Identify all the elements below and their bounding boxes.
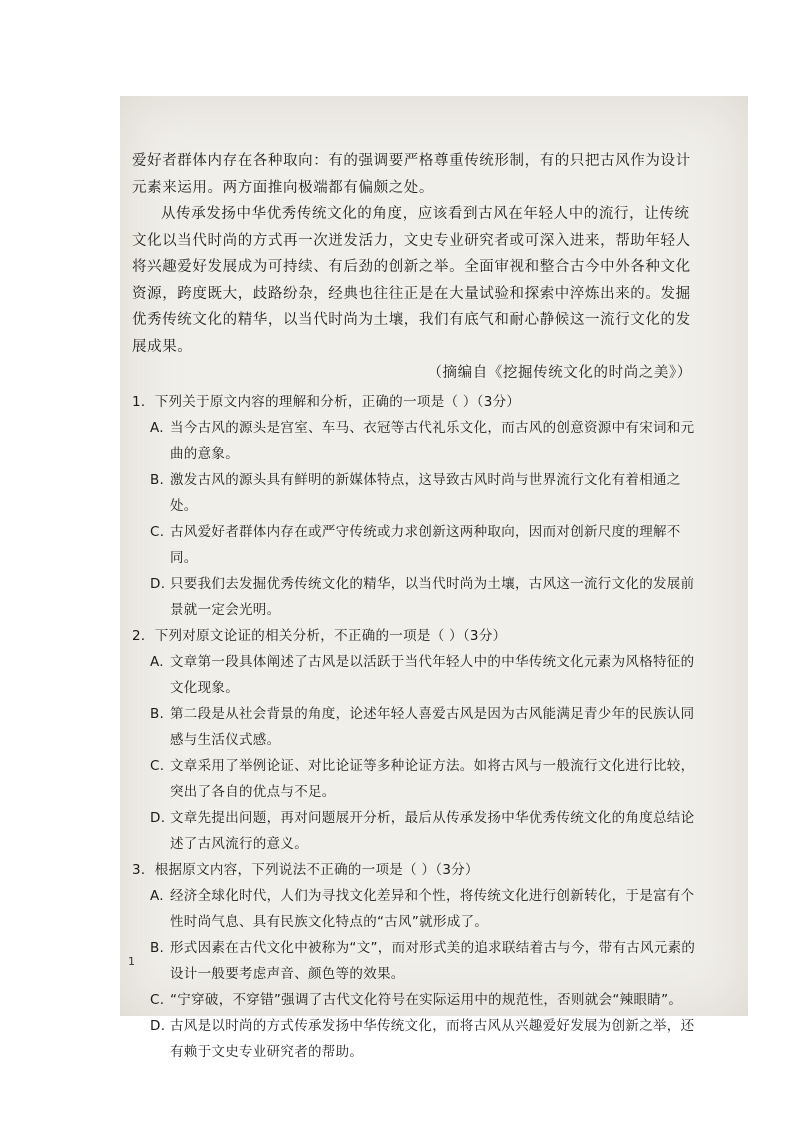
question-3 — [132, 857, 702, 1065]
option-b: B. 形式因素在古代文化中被称为“文”，而对形式美的追求联结着古与今，带有古风元素的设计一般要考虑声音、颜色等的效果。 — [150, 939, 696, 982]
question-2 — [132, 623, 702, 857]
page-number: 1 — [128, 955, 135, 968]
option-b: B. 第二段是从社会背景的角度，论述年轻人喜爱古风是因为古风能满足青少年的民族认同感与生活仪式感。 — [150, 705, 695, 748]
option-a: A. 文章第一段具体阐述了古风是以活跃于当代年轻人中的中华传统文化元素为风格特征的文化现象。 — [150, 653, 695, 696]
passage-source: （摘编自《挖掘传统文化的时尚之美》） — [427, 365, 692, 381]
question-stem: 1．下列关于原文内容的理解和分析，正确的一项是（ ）（3分） — [132, 393, 521, 410]
option-c: C. 文章采用了举例论证、对比论证等多种论证方法。如将古风与一般流行文化进行比较，突出了各自的优点与不足。 — [150, 757, 695, 800]
option-c: C. “宁穿破，不穿错”强调了古代文化符号在实际运用中的规范性，否则就会“辣眼睛”。 — [150, 991, 683, 1008]
question-1 — [132, 389, 702, 623]
exam-content — [132, 148, 702, 1065]
passage-paragraph-1: 爱好者群体内存在各种取向：有的强调要严格尊重传统形制，有的只把古风作为设计元素来运用。两方面推向极端都有偏颇之处。 — [132, 153, 691, 196]
question-stem: 3．根据原文内容，下列说法不正确的一项是（ ）（3分） — [132, 861, 479, 878]
option-b: B. 激发古风的源头具有鲜明的新媒体特点，这导致古风时尚与世界流行文化有着相通之处。 — [150, 471, 681, 514]
option-d: D. 只要我们去发掘优秀传统文化的精华，以当代时尚为土壤，古风这一流行文化的发展前景就一定会光明。 — [150, 575, 695, 618]
option-c: C. 古风爱好者群体内存在或严守传统或力求创新这两种取向，因而对创新尺度的理解不同。 — [150, 523, 681, 566]
passage-paragraph-2: 从传承发扬中华优秀传统文化的角度，应该看到古风在年轻人中的流行，让传统文化以当代时尚的方式再一次迸发活力，文史专业研究者或可深入进来，帮助年轻人将兴趣爱好发展成为可持续、有后劲的创新之举。全面审视和整合古今中外各种文化资源，跨度既大，歧路纷杂，经典也往往正是在大量试验和探索中淬炼出来的。发掘优秀传统文化的精华，以当代时尚为土壤，我们有底气和耐心静候这一流行文化的发展成果。 — [132, 206, 691, 355]
option-d: D. 古风是以时尚的方式传承发扬中华传统文化，而将古风从兴趣爱好发展为创新之举，还有赖于文史专业研究者的帮助。 — [150, 1017, 695, 1060]
question-stem: 2．下列对原文论证的相关分析，不正确的一项是（ ）（3分） — [132, 627, 507, 644]
scanned-paper — [120, 96, 748, 1060]
option-d: D. 文章先提出问题，再对问题展开分析，最后从传承发扬中华优秀传统文化的角度总结论述了古风流行的意义。 — [150, 809, 695, 852]
option-a: A. 经济全球化时代，人们为寻找文化差异和个性，将传统文化进行创新转化，于是富有个性时尚气息、具有民族文化特点的“古风”就形成了。 — [150, 887, 695, 930]
option-a: A. 当今古风的源头是宫室、车马、衣冠等古代礼乐文化，而古风的创意资源中有宋词和元曲的意象。 — [150, 419, 695, 462]
